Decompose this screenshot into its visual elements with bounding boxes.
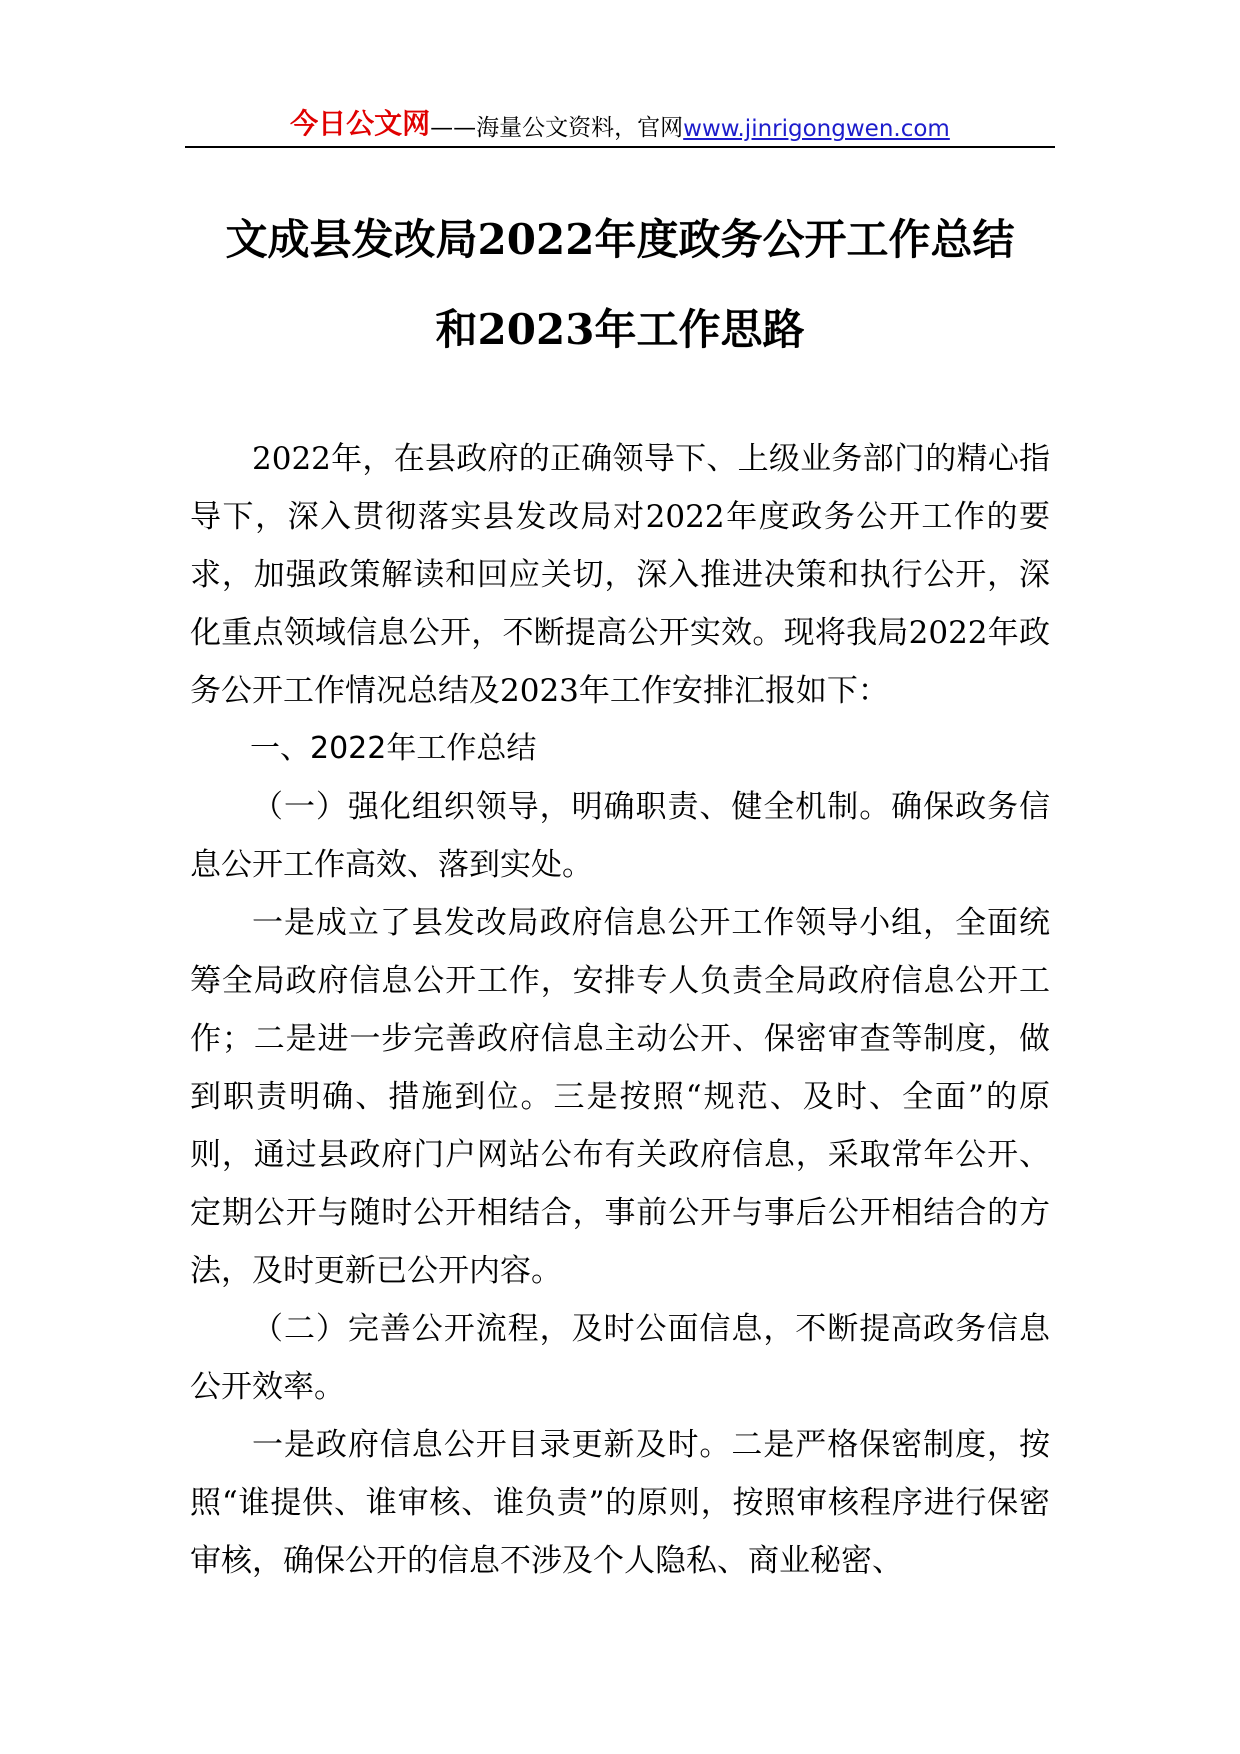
body-paragraph: 一是政府信息公开目录更新及时。二是严格保密制度，按照“谁提供、谁审核、谁负责”的原则，按照审核程序进行保密审核，确保公开的信息不涉及个人隐私、商业秘密、 <box>190 1427 1050 1579</box>
intro-paragraph: 2022年，在县政府的正确领导下、上级业务部门的精心指导下，深入贯彻落实县发改局对2022年度政务公开工作的要求，加强政策解读和回应关切，深入推进决策和执行公开，深化重点领域信息公开，不断提高公开实效。现将我局2022年政务公开工作情况总结及2023年工作安排汇报如下： <box>190 441 1050 709</box>
document-body <box>190 430 1050 1590</box>
subsection-heading-2: （二）完善公开流程，及时公面信息，不断提高政务信息公开效率。 <box>190 1311 1050 1405</box>
document-title-line-2: 和2023年工作思路 <box>435 305 805 354</box>
subsection-heading-1: （一）强化组织领导，明确职责、健全机制。确保政务信息公开工作高效、落到实处。 <box>190 789 1050 883</box>
document-title-line-1: 文成县发改局2022年度政务公开工作总结 <box>225 215 1015 264</box>
website-link[interactable]: www.jinrigongwen.com <box>683 116 950 142</box>
body-paragraph: 一是成立了县发改局政府信息公开工作领导小组，全面统筹全局政府信息公开工作，安排专人负责全局政府信息公开工作；二是进一步完善政府信息主动公开、保密审查等制度，做到职责明确、措施到位。三是按照“规范、及时、全面”的原则，通过县政府门户网站公布有关政府信息，采取常年公开、定期公开与随时公开相结合，事前公开与事后公开相结合的方法，及时更新已公开内容。 <box>190 905 1050 1289</box>
page-header <box>185 98 1055 148</box>
header-tagline: ——海量公文资料，官网 <box>430 115 684 141</box>
section-heading-1: 一、2022年工作总结 <box>250 731 537 766</box>
brand-name: 今日公文网 <box>290 107 431 140</box>
